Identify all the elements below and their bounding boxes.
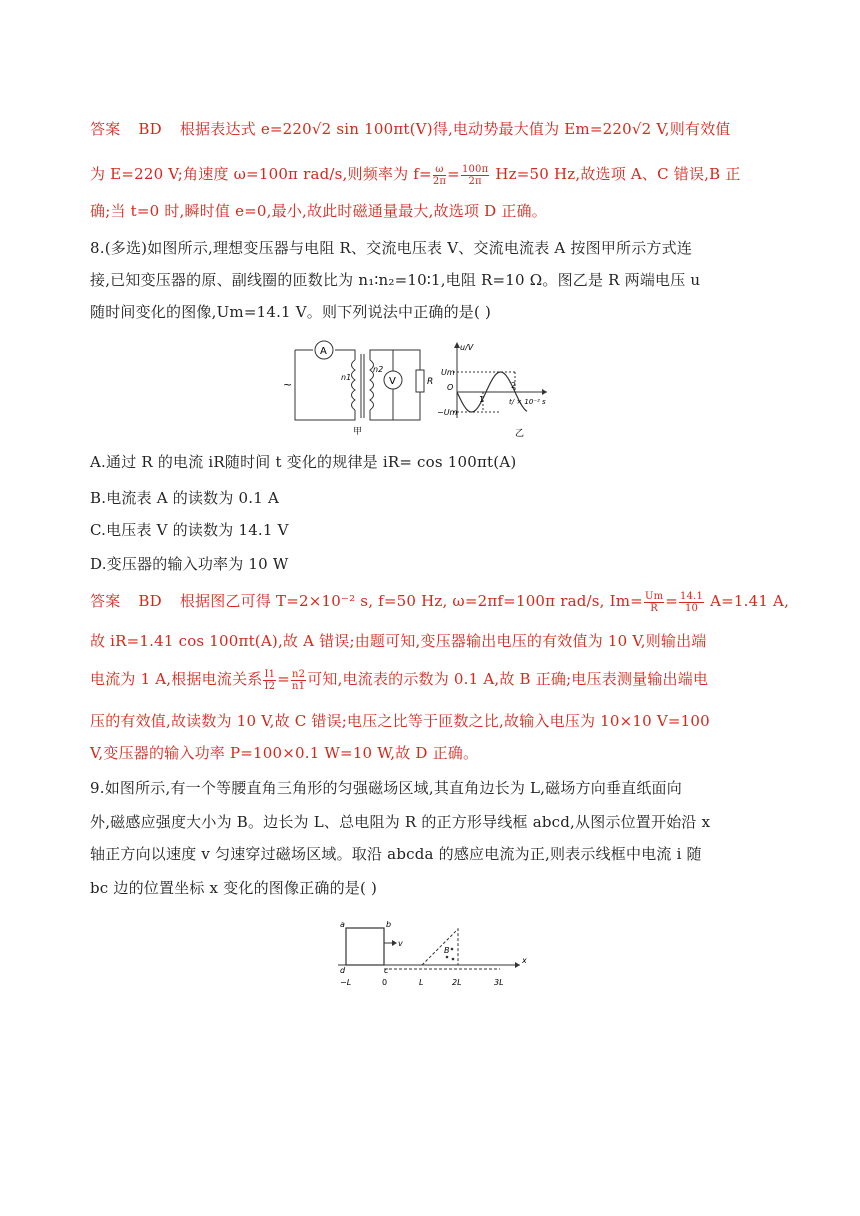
- equals: =: [447, 165, 460, 183]
- frac-num: Um: [644, 590, 664, 602]
- q8-answer-text1b: A=1.41 A,: [705, 592, 790, 610]
- answer-label: 答案: [90, 120, 121, 138]
- ac-source-label: ~: [283, 378, 293, 391]
- q8-option-b: B.电流表 A 的读数为 0.1 A: [90, 489, 279, 507]
- n2-label: n2: [373, 365, 384, 374]
- q9-figure: [330, 915, 530, 993]
- resistor-symbol: [416, 370, 424, 392]
- n1-label: n1: [341, 373, 352, 382]
- q8-line2: 接,已知变压器的原、副线圈的匝数比为 n₁∶n₂=10∶1,电阻 R=10 Ω。图乙是 R 两端电压 u: [90, 271, 701, 289]
- q9-line1: 9.如图所示,有一个等腰直角三角形的匀强磁场区域,其直角边长为 L,磁场方向垂直纸面向: [90, 779, 682, 797]
- q8-answer-line3: 电流为 1 A,根据电流关系 $\frac{I1}{I2}$ = $\frac{n2}{n1}$ 可知,电流表的示数为 0.1 A,故 B 正确;电压表测量输出端电: [90, 668, 709, 692]
- q9-line4: bc 边的位置坐标 x 变化的图像正确的是( ): [90, 879, 378, 897]
- tick-2l: 2L: [452, 978, 462, 987]
- q9-line2: 外,磁感应强度大小为 B。边长为 L、总电阻为 R 的正方形导线框 abcd,从图示位置开始沿 x: [90, 813, 711, 831]
- q7-answer-line2: [90, 163, 741, 187]
- tick-1-label: 1: [479, 395, 485, 404]
- frac-den: 10: [685, 602, 699, 614]
- tick-l: L: [419, 978, 424, 987]
- frac-den: 2π: [468, 175, 482, 187]
- frac-num: I1: [264, 668, 276, 680]
- vertex-c-label: c: [384, 966, 389, 975]
- vertex-d-label: d: [340, 966, 346, 975]
- q8-option-c: C.电压表 V 的读数为 14.1 V: [90, 521, 289, 539]
- q8-answer-text3b: 可知,电流表的示数为 0.1 A,故 B 正确;电压表测量输出端电: [307, 670, 709, 688]
- q7-answer-line3: 确;当 t=0 时,瞬时值 e=0,最小,故此时磁通量最大,故选项 D 正确。: [90, 202, 547, 220]
- q7-answer-line1: [90, 118, 731, 139]
- neg-um-label: −Um: [437, 408, 458, 417]
- frac-num: n2: [291, 668, 306, 680]
- q8-answer-line5: V,变压器的输入功率 P=100×0.1 W=10 W,故 D 正确。: [90, 744, 479, 762]
- um-label: Um: [441, 368, 455, 377]
- field-b-label: B: [444, 946, 450, 955]
- resistor-label: R: [427, 377, 434, 387]
- answer-choice: BD: [138, 120, 162, 138]
- q8-answer-line4: 压的有效值,故读数为 10 V,故 C 错误;电压之比等于匝数之比,故输入电压为 10×10 V=100: [90, 712, 710, 730]
- fraction: [644, 591, 664, 614]
- origin-label: O: [447, 383, 454, 392]
- q8-answer-line2: 故 iR=1.41 cos 100πt(A),故 A 错误;由题可知,变压器输出电压的有效值为 10 V,则输出端: [90, 632, 707, 650]
- q9-line3: 轴正方向以速度 v 匀速穿过磁场区域。取沿 abcda 的感应电流为正,则表示线框中电流 i 随: [90, 845, 702, 863]
- frac-den: R: [650, 602, 658, 614]
- fraction: [433, 164, 446, 187]
- answer-label: 答案: [90, 592, 121, 610]
- answer-choice: BD: [138, 592, 162, 610]
- fraction: [263, 669, 276, 692]
- q8-figure: [285, 338, 575, 438]
- fraction: [461, 164, 489, 187]
- voltmeter-label: V: [389, 376, 396, 387]
- q7-answer-text2a: 为 E=220 V;角速度 ω=100π rad/s,则频率为 f=: [90, 165, 432, 183]
- velocity-label: v: [398, 939, 403, 948]
- frac-den: I2: [264, 680, 276, 692]
- q8-answer-text3a: 电流为 1 A,根据电流关系: [90, 670, 263, 688]
- ammeter-label: A: [320, 346, 327, 357]
- x-axis-label: x: [522, 956, 527, 965]
- figure-yi-label: 乙: [515, 429, 525, 439]
- q7-answer-text1: 根据表达式 e=220√2 sin 100πt(V)得,电动势最大值为 Em=220√2 V,则有效值: [179, 120, 731, 138]
- q8-answer-line1: [90, 590, 789, 614]
- q8-line1: 8.(多选)如图所示,理想变压器与电阻 R、交流电压表 V、交流电流表 A 按图甲所示方式连: [90, 239, 693, 257]
- q7-answer-text2b: Hz=50 Hz,故选项 A、C 错误,B 正: [490, 165, 741, 183]
- frac-den: n1: [291, 680, 306, 692]
- fraction: [679, 591, 704, 614]
- tick-neg-l: −L: [340, 978, 352, 987]
- tick-0: 0: [382, 978, 388, 987]
- frac-num: ω: [433, 164, 446, 176]
- y-axis-label: u/V: [460, 343, 474, 352]
- tick-2-label: 2: [511, 381, 517, 390]
- fraction: [291, 669, 306, 692]
- frac-den: 2π: [432, 175, 447, 187]
- tick-3l: 3L: [494, 978, 504, 987]
- figure-jia-label: 甲: [353, 427, 363, 437]
- vertex-b-label: b: [386, 920, 392, 929]
- frac-num: 14.1: [680, 590, 704, 602]
- square-loop: [346, 928, 384, 965]
- vertex-a-label: a: [340, 920, 345, 929]
- equals: =: [665, 592, 679, 610]
- q8-option-a: A.通过 R 的电流 iR随时间 t 变化的规律是 iR= cos 100πt(A): [90, 453, 517, 471]
- x-axis-label: t/ × 10⁻² s: [509, 398, 546, 406]
- q8-line3: 随时间变化的图像,Um=14.1 V。则下列说法中正确的是( ): [90, 303, 492, 321]
- q8-answer-text1a: 根据图乙可得 T=2×10⁻² s, f=50 Hz, ω=2πf=100π rad/s, Im=: [179, 592, 643, 610]
- q8-option-d: D.变压器的输入功率为 10 W: [90, 555, 289, 573]
- frac-num: 100π: [461, 163, 489, 175]
